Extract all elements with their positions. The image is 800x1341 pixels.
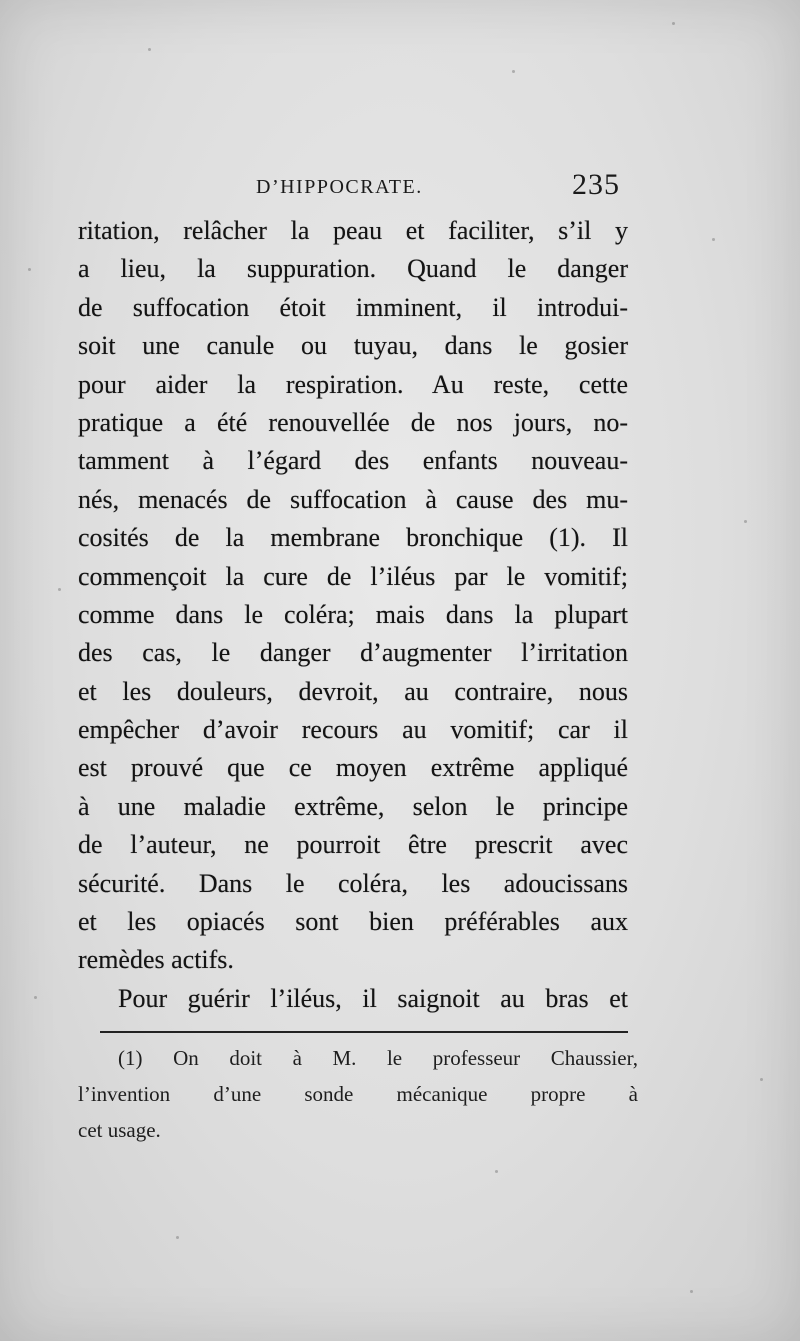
text-line: et les opiacés sont bien préférables aux	[78, 907, 628, 937]
footnote-rule	[100, 1031, 628, 1033]
page-header	[78, 166, 624, 206]
text-line: sécurité. Dans le coléra, les adoucissans	[78, 868, 628, 898]
text-line: pratique a été renouvellée de nos jours, no-	[78, 407, 628, 437]
text-line: des cas, le danger d’augmenter l’irritation	[78, 638, 628, 668]
text-line: pour aider la respiration. Au reste, cette	[78, 369, 628, 399]
footnote	[78, 1040, 638, 1148]
text-line: nés, menacés de suffocation à cause des mu-	[78, 484, 628, 514]
text-line: à une maladie extrême, selon le principe	[78, 791, 628, 821]
text-line: est prouvé que ce moyen extrême appliqué	[78, 753, 628, 783]
body-text	[78, 212, 628, 1018]
text-line: commençoit la cure de l’iléus par le vomitif;	[78, 561, 628, 591]
page-number: 235	[572, 168, 620, 201]
text-line: soit une canule ou tuyau, dans le gosier	[78, 331, 628, 361]
text-line: empêcher d’avoir recours au vomitif; car il	[78, 715, 628, 745]
running-head: D’HIPPOCRATE.	[256, 176, 423, 198]
text-line: comme dans le coléra; mais dans la plupart	[78, 599, 628, 629]
text-line: tamment à l’égard des enfants nouveau-	[78, 446, 628, 476]
text-line: cosités de la membrane bronchique (1). Il	[78, 523, 628, 553]
text-line: ritation, relâcher la peau et faciliter, s’il y	[78, 216, 628, 245]
text-line: de l’auteur, ne pourroit être prescrit avec	[78, 830, 628, 860]
footnote-line: l’invention d’une sonde mécanique propre à	[78, 1082, 638, 1106]
footnote-line: cet usage.	[78, 1118, 161, 1142]
text-line: et les douleurs, devroit, au contraire, nous	[78, 676, 628, 706]
text-line: a lieu, la suppuration. Quand le danger	[78, 254, 628, 284]
footnote-line: (1) On doit à M. le professeur Chaussier,	[118, 1046, 638, 1070]
text-line: remèdes actifs.	[78, 945, 234, 975]
paragraph-start-line: Pour guérir l’iléus, il saignoit au bras et	[118, 983, 628, 1013]
text-line: de suffocation étoit imminent, il introdui-	[78, 292, 628, 322]
